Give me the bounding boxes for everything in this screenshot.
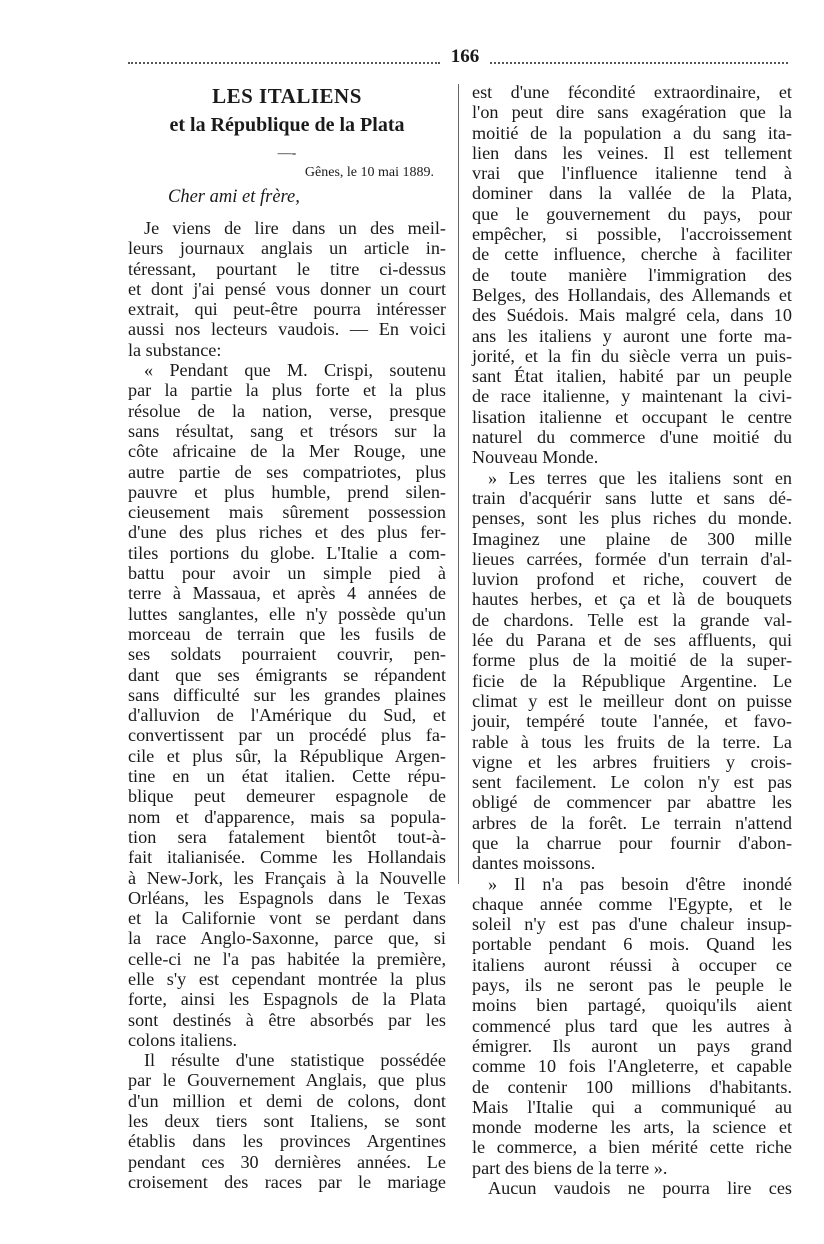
text-line: que la charrue pour fournir d'abon- — [472, 832, 792, 853]
text-line: Belges, des Hollandais, des Allemands et — [472, 284, 792, 305]
text-line: jouir, tempéré toute l'année, et favo- — [472, 711, 792, 732]
text-line: les deux tiers sont Italiens, se sont — [128, 1111, 446, 1132]
text-line: vrai que l'influence italienne tend à — [472, 163, 792, 184]
text-line: train d'acquérir sans lutte et sans dé- — [472, 487, 792, 508]
left-column-text — [128, 218, 446, 1192]
text-line: climat y est le meilleur dont on puisse — [472, 690, 792, 711]
text-line: sont destinés à être absorbés par les — [128, 1009, 446, 1030]
text-line: de chardons. Telle est la grande val- — [472, 609, 792, 630]
text-line: Nouveau Monde. — [472, 447, 599, 468]
text-line: terre à Massaua, et après 4 années de — [128, 583, 446, 604]
text-line: téressant, pourtant le titre ci-dessus — [128, 258, 446, 279]
text-line: portable pendant 6 mois. Quand les — [472, 934, 792, 955]
text-line: tiles portions du globe. L'Italie a com- — [128, 542, 446, 563]
text-line: l'on peut dire sans exagération que la — [472, 102, 792, 123]
header-rule-left — [128, 62, 440, 64]
text-line: dant que ses émigrants se répandent — [128, 664, 446, 685]
text-line: de contenir 100 millions d'habitants. — [472, 1076, 792, 1097]
text-line: de cette influence, cherche à faciliter — [472, 244, 792, 265]
text-line: Imaginez une plaine de 300 mille — [472, 528, 792, 549]
text-line: « Pendant que M. Crispi, soutenu — [144, 360, 446, 381]
text-line: d'une des plus riches et des plus fer- — [128, 522, 446, 543]
text-line: cieusement mais sûrement possession — [128, 502, 446, 523]
text-line: moins bien partagé, quoiqu'ils aient — [472, 995, 792, 1016]
text-line: convertissent par un procédé plus fa- — [128, 725, 446, 746]
text-line: lée du Parana et de ses affluents, qui — [472, 630, 792, 651]
text-line: la race Anglo-Saxonne, parce que, si — [128, 928, 446, 949]
text-line: tine en un état italien. Cette répu- — [128, 766, 446, 787]
text-line: est d'une fécondité extraordinaire, et — [472, 82, 792, 102]
text-line: lien dans les veines. Il est tellement — [472, 142, 792, 163]
text-line: Orléans, les Espagnols dans le Texas — [128, 887, 446, 908]
text-line: sans difficulté sur les grandes plaines — [128, 684, 446, 705]
text-line: sent facilement. Le colon n'y est pas — [472, 772, 792, 793]
article-subtitle: et la République de la Plata — [169, 114, 405, 136]
text-line: italiens auront réussi à occuper ce — [472, 954, 792, 975]
text-line: cile et plus sûr, la République Argen- — [128, 745, 446, 766]
text-line: côte africaine de la Mer Rouge, une — [128, 441, 446, 462]
article-title: LES ITALIENS — [212, 84, 362, 108]
text-line: d'un million et demi de colons, dont — [128, 1090, 446, 1111]
text-line: forme plus de la moitié de la super- — [472, 650, 792, 671]
text-line: à New-Jork, les Français à la Nouvelle — [128, 867, 446, 888]
text-line: colons italiens. — [128, 1029, 238, 1050]
text-line: monde moderne les arts, la science et — [472, 1117, 792, 1138]
text-line: forte, ainsi les Espagnols de la Plata — [128, 989, 446, 1010]
text-line: jorité, et la fin du siècle verra un puis- — [472, 345, 792, 366]
text-line: pays, ils ne seront pas le peuple le — [472, 975, 792, 996]
title-separator: —- — [277, 146, 297, 161]
text-line: et dont j'ai pensé vous donner un court — [128, 278, 446, 299]
column-divider — [458, 84, 459, 884]
text-line: dominer dans la vallée de la Plata, — [472, 183, 792, 204]
text-line: établis dans les provinces Argentines — [128, 1131, 446, 1152]
left-column — [128, 82, 446, 1192]
text-line: autre partie de ses compatriotes, plus — [128, 461, 446, 482]
page-number: 166 — [450, 46, 480, 67]
text-line: vigne et les arbres fruitiers y crois- — [472, 751, 792, 772]
text-line: obligé de commencer par abattre les — [472, 792, 792, 813]
text-line: fait italianisée. Comme les Hollandais — [128, 847, 446, 868]
text-line: hautes herbes, et ça et là de bouquets — [472, 589, 792, 610]
text-line: le commerce, a bien mérité cette riche — [472, 1137, 792, 1158]
text-line: ans les italiens y auront une forte ma- — [472, 325, 792, 346]
text-line: des Suédois. Mais malgré cela, dans 10 — [472, 305, 792, 326]
text-line: » Les terres que les italiens sont en — [488, 467, 792, 488]
text-line: battu pour avoir un simple pied à — [128, 563, 446, 584]
header-rule-right — [490, 62, 788, 64]
text-line: la substance: — [128, 339, 222, 360]
text-line: résolue de la nation, verse, presque — [128, 400, 446, 421]
text-line: soleil n'y est pas d'une chaleur insup- — [472, 914, 792, 935]
text-line: que le gouvernement du pays, pour — [472, 203, 792, 224]
text-line: de race italienne, y maintenant la civi- — [472, 386, 792, 407]
text-line: émigrer. Ils auront un pays grand — [472, 1035, 792, 1056]
text-line: pendant ces 30 dernières années. Le — [128, 1151, 446, 1172]
text-line: tion sera fatalement bientôt tout-à- — [128, 826, 446, 847]
text-line: de toute manière l'immigration des — [472, 264, 792, 285]
text-line: sans résultat, sang et trésors sur la — [128, 420, 446, 441]
text-line: elle s'y est cependant montrée la plus — [128, 968, 446, 989]
text-line: luttes sanglantes, elle n'y possède qu'un — [128, 603, 446, 624]
text-line: nom et d'apparence, mais sa popula- — [128, 806, 446, 827]
text-line: pauvre et plus humble, prend silen- — [128, 481, 446, 502]
text-line: chaque année comme l'Egypte, et le — [472, 893, 792, 914]
text-line: d'alluvion de l'Amérique du Sud, et — [128, 705, 446, 726]
text-line: Il résulte d'une statistique possédée — [144, 1050, 446, 1071]
text-line: lieues carrées, formée d'un terrain d'al- — [472, 548, 792, 569]
text-line: Je viens de lire dans un des meil- — [144, 218, 446, 238]
text-line: commencé plus tard que les autres à — [472, 1015, 792, 1036]
text-line: moitié de la population a du sang ita- — [472, 122, 792, 143]
text-line: celle-ci ne l'a pas habitée la première, — [128, 948, 446, 969]
text-line: aussi nos lecteurs vaudois. — En voici — [128, 319, 446, 340]
page-header — [128, 46, 788, 70]
text-line: par la partie la plus forte et la plus — [128, 380, 446, 401]
text-line: rable à tous les fruits de la terre. La — [472, 731, 792, 752]
text-line: par le Gouvernement Anglais, que plus — [128, 1070, 446, 1091]
text-line: morceau de terrain que les fusils de — [128, 623, 446, 644]
text-line: » Il n'a pas besoin d'être inondé — [488, 873, 792, 894]
dateline: Gênes, le 10 mai 1889. — [304, 165, 434, 180]
text-line: ses soldats pourraient couvrir, pen- — [128, 644, 446, 665]
text-line: luvion profond et riche, couvert de — [472, 569, 792, 590]
text-line: Mais l'Italie qui a communiqué au — [472, 1096, 792, 1117]
text-line: sant État italien, habité par un peuple — [472, 366, 792, 387]
text-line: Aucun vaudois ne pourra lire ces — [488, 1178, 792, 1199]
salutation: Cher ami et frère, — [168, 187, 300, 207]
text-line: et la Californie vont se perdant dans — [128, 908, 446, 929]
text-line: arbres de la forêt. Le terrain n'attend — [472, 812, 792, 833]
text-line: ficie de la République Argentine. Le — [472, 670, 792, 691]
right-column-text — [472, 82, 792, 1198]
text-line: comme 10 fois l'Angleterre, et capable — [472, 1056, 792, 1077]
text-line: blique peut demeurer espagnole de — [128, 786, 446, 807]
text-line: penses, sont les plus riches du monde. — [472, 508, 792, 529]
right-column — [472, 82, 792, 1198]
text-line: leurs journaux anglais un article in- — [128, 238, 446, 259]
text-line: dantes moissons. — [472, 853, 596, 874]
text-line: extrait, qui peut-être pourra intéresser — [128, 299, 446, 320]
text-line: part des biens de la terre ». — [472, 1157, 668, 1178]
text-line: naturel du commerce d'une moitié du — [472, 427, 792, 448]
text-line: croisement des races par le mariage — [128, 1171, 446, 1192]
text-line: empêcher, si possible, l'accroissement — [472, 224, 792, 245]
text-line: lisation italienne et occupant le centre — [472, 406, 792, 427]
